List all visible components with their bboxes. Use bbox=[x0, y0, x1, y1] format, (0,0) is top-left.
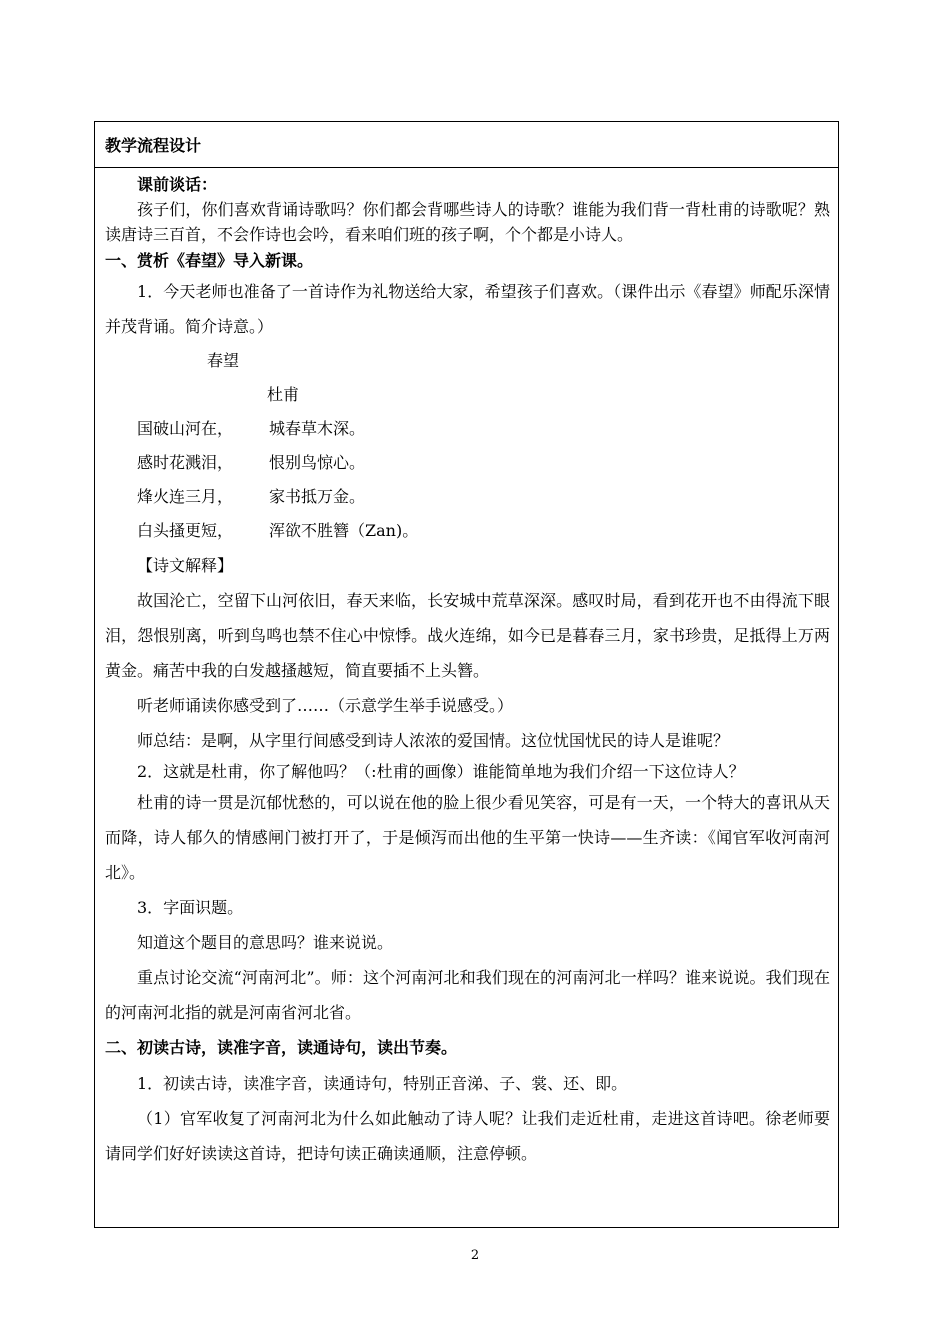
section-title: 教学流程设计 bbox=[95, 122, 838, 168]
part1-paragraph: 听老师诵读你感受到了……（示意学生举手说感受。） bbox=[137, 696, 514, 715]
part1-paragraph: 3．字面识题。 bbox=[137, 898, 244, 917]
lesson-table bbox=[94, 121, 839, 1228]
part2-paragraph: 1．初读古诗，读准字音，读通诗句，特别正音涕、子、裳、还、即。 bbox=[137, 1074, 628, 1093]
intro-label: 课前谈话： bbox=[137, 175, 218, 194]
poem-line: 烽火连三月， 家书抵万金。 bbox=[137, 487, 366, 506]
part1-paragraph: 知道这个题目的意思吗？谁来说说。 bbox=[137, 933, 394, 952]
part1-paragraph: 2．这就是杜甫，你了解他吗？（:杜甫的画像）谁能简单地为我们介绍一下这位诗人？ bbox=[137, 762, 745, 781]
explain-text: 故国沦亡，空留下山河依旧，春天来临，长安城中荒草深深。感叹时局，看到花开也不由得流下眼泪，怨恨别离，听到鸟鸣也禁不住心中惊悸。战火连绵，如今已是暮春三月，家书珍贵，足抵得上万两黄金。痛苦中我的白发越搔越短，简直要插不上头簪。 bbox=[105, 591, 830, 680]
part1-heading: 一、赏析《春望》导入新课。 bbox=[105, 251, 314, 270]
poem-line: 白头搔更短， 浑欲不胜簪（Zan)。 bbox=[137, 521, 419, 540]
explain-label: 【诗文解释】 bbox=[137, 556, 234, 575]
intro-text: 孩子们，你们喜欢背诵诗歌吗？你们都会背哪些诗人的诗歌？谁能为我们背一背杜甫的诗歌呢？熟读唐诗三百首，不会作诗也会吟，看来咱们班的孩子啊，个个都是小诗人。 bbox=[105, 200, 830, 244]
part1-paragraph: 杜甫的诗一贯是沉郁忧愁的，可以说在他的脸上很少看见笑容，可是有一天，一个特大的喜讯从天而降，诗人郁久的情感闸门被打开了，于是倾泻而出他的生平第一快诗——生齐读：《闻官军收河南河北》。 bbox=[105, 793, 830, 882]
part1-paragraph: 重点讨论交流“河南河北”。师：这个河南河北和我们现在的河南河北一样吗？谁来说说。我们现在的河南河北指的就是河南省河北省。 bbox=[105, 968, 830, 1022]
page-number: 2 bbox=[470, 1248, 480, 1263]
lesson-content bbox=[95, 168, 838, 1171]
part2-heading: 二、初读古诗，读准字音，读通诗句，读出节奏。 bbox=[105, 1038, 458, 1057]
poem-line: 国破山河在， 城春草木深。 bbox=[137, 419, 366, 438]
poem-line: 感时花溅泪， 恨别鸟惊心。 bbox=[137, 453, 366, 472]
poem-title: 春望 bbox=[207, 351, 240, 370]
poem-author: 杜甫 bbox=[267, 385, 300, 404]
part1-paragraph: 1．今天老师也准备了一首诗作为礼物送给大家，希望孩子们喜欢。（课件出示《春望》师配乐深情并茂背诵。简介诗意。） bbox=[105, 282, 830, 336]
part1-paragraph: 师总结：是啊，从字里行间感受到诗人浓浓的爱国情。这位忧国忧民的诗人是谁呢？ bbox=[137, 731, 730, 750]
part2-paragraph: （1）官军收复了河南河北为什么如此触动了诗人呢？让我们走近杜甫，走进这首诗吧。徐老师要请同学们好好读读这首诗，把诗句读正确读通顺，注意停顿。 bbox=[105, 1109, 830, 1163]
